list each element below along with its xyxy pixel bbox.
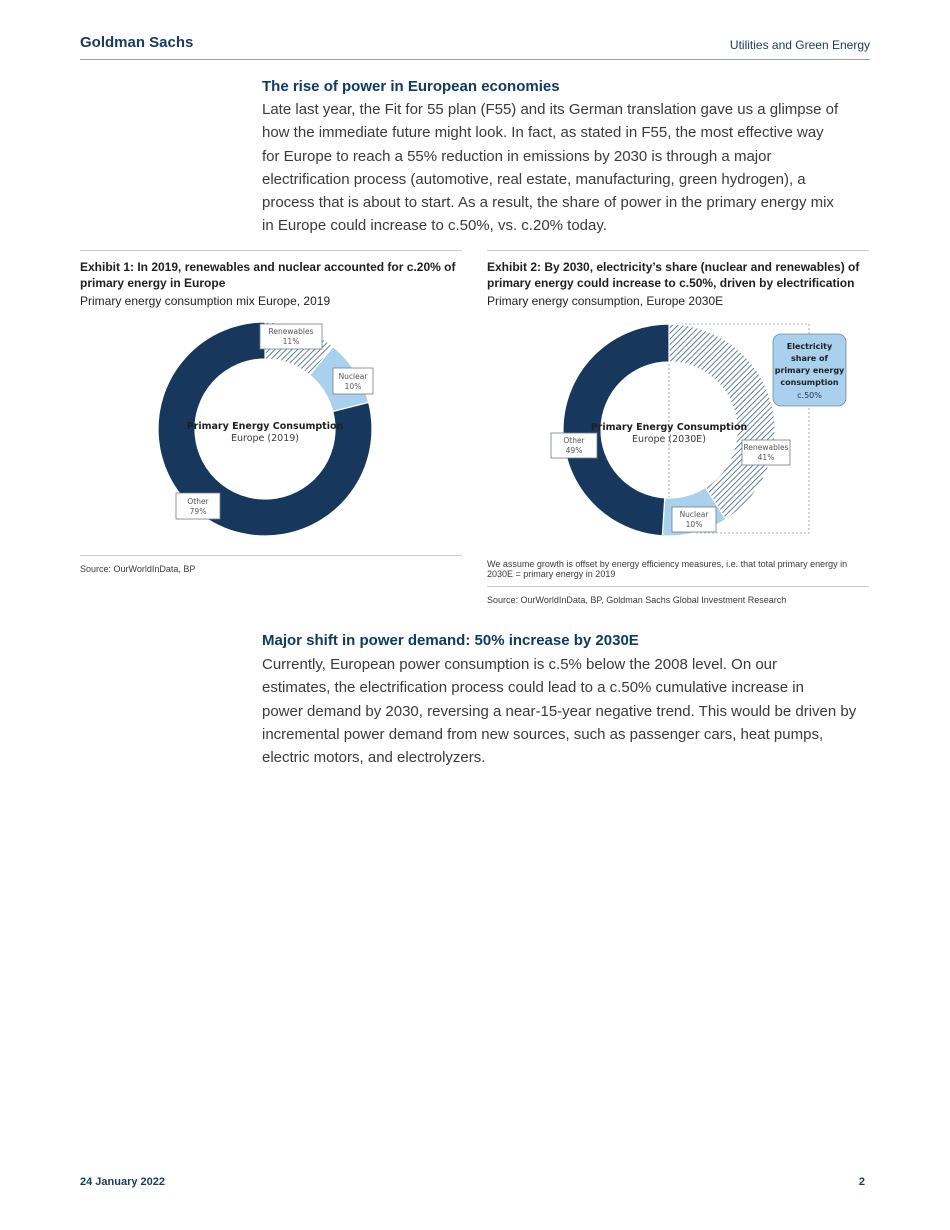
footer-date: 24 January 2022 — [80, 1176, 166, 1188]
exhibit1-title-line: primary energy in Europe — [80, 276, 226, 290]
donut2-label-nuclear — [672, 507, 716, 532]
donut1-label-nuclear-value: 10% — [344, 382, 362, 391]
electricity-share-callout — [773, 334, 846, 406]
header-divider — [80, 59, 870, 60]
exhibit2-title-line: Exhibit 2: By 2030, electricity’s share (nuclear and renewables) of — [487, 260, 860, 274]
donut2-label-nuclear-value: 10% — [685, 520, 703, 529]
donut1-label-other-name: Other — [187, 497, 209, 506]
exhibit1-title — [80, 259, 465, 291]
section1-line: for Europe to reach a 55% reduction in emissions by 2030 is through a major — [262, 147, 772, 165]
exhibit2-note — [487, 559, 872, 579]
donut1-center-subtitle: Europe (2019) — [230, 433, 300, 444]
section1-line: process that is about to start. As a result, the share of power in the primary energy mix — [262, 194, 834, 212]
exhibit2-note-line: 2030E = primary energy in 2019 — [487, 569, 616, 579]
section1-line: in Europe could increase to c.50%, vs. c.20% today. — [262, 217, 607, 235]
section1-line: electrification process (automotive, real estate, manufacturing, green hydrogen), a — [262, 170, 806, 188]
page-number: 2 — [858, 1176, 865, 1188]
exhibit1-top-rule — [80, 250, 462, 251]
donut1-center-title: Primary Energy Consumption — [186, 421, 344, 432]
donut2-label-renewables — [742, 440, 790, 465]
donut2-label-renewables-name: Renewables — [743, 443, 789, 452]
donut2-label-other-value: 49% — [565, 446, 583, 455]
exhibit2-title-line: primary energy could increase to c.50%, driven by electrification — [487, 276, 855, 290]
callout-line: primary energy — [774, 366, 845, 375]
donut1-label-other-value: 79% — [189, 507, 207, 516]
brand-name: Goldman Sachs — [80, 34, 194, 51]
callout-line: share of — [791, 354, 828, 363]
donut2-label-other-name: Other — [563, 436, 585, 445]
section1-line: Late last year, the Fit for 55 plan (F55) and its German translation gave us a glimpse of — [262, 101, 839, 118]
exhibit2-donut-chart — [487, 312, 872, 537]
exhibit1-subtitle: Primary energy consumption mix Europe, 2019 — [80, 294, 331, 308]
section1-body — [262, 98, 872, 238]
donut1-label-renewables-name: Renewables — [268, 327, 314, 336]
section2-line: estimates, the electrification process could lead to a c.50% cumulative increase in — [262, 679, 804, 697]
exhibit1-donut-chart — [80, 312, 465, 537]
donut1-center-label — [187, 421, 344, 444]
callout-line: Electricity — [786, 342, 833, 351]
exhibit1-source: Source: OurWorldInData, BP — [80, 564, 196, 574]
exhibit1-title-line: Exhibit 1: In 2019, renewables and nuclear accounted for c.20% of — [80, 260, 456, 274]
exhibit2-source: Source: OurWorldInData, BP, Goldman Sachs Global Investment Research — [487, 595, 787, 605]
donut1-label-nuclear-name: Nuclear — [338, 372, 368, 381]
donut1-label-nuclear — [333, 368, 373, 394]
exhibit2-note-line: We assume growth is offset by energy efficiency measures, i.e. that total primary energy in — [487, 559, 848, 569]
callout-line: consumption — [780, 378, 839, 387]
donut1-label-renewables-value: 11% — [282, 337, 300, 346]
section2-line: power demand by 2030, reversing a near-15-year negative trend. This would be driven by — [262, 702, 857, 720]
donut2-center-title: Primary Energy Consumption — [590, 422, 748, 433]
donut2-label-renewables-value: 41% — [757, 453, 775, 462]
donut1-label-renewables — [260, 324, 322, 349]
exhibit2-bottom-rule — [487, 586, 869, 587]
section2-body — [262, 653, 877, 769]
exhibit2-top-rule — [487, 250, 869, 251]
section1-title: The rise of power in European economies — [262, 78, 560, 95]
section2-title: Major shift in power demand: 50% increase by 2030E — [262, 632, 639, 649]
section1-line: how the immediate future might look. In fact, as stated in F55, the most effective way — [262, 124, 824, 142]
donut2-label-other — [551, 433, 597, 458]
donut2-label-nuclear-name: Nuclear — [679, 510, 709, 519]
section2-line: electric motors, and electrolyzers. — [262, 749, 486, 767]
donut2-center-label — [591, 422, 748, 445]
donut2-center-subtitle: Europe (2030E) — [631, 434, 707, 445]
exhibit2-subtitle: Primary energy consumption, Europe 2030E — [487, 294, 724, 308]
section-name: Utilities and Green Energy — [729, 38, 870, 52]
callout-value: c.50% — [797, 391, 822, 400]
section2-line: incremental power demand from new sources, such as passenger cars, heat pumps, — [262, 725, 824, 743]
section2-line: Currently, European power consumption is c.5% below the 2008 level. On our — [262, 656, 778, 673]
exhibit2-title — [487, 259, 872, 291]
exhibit1-bottom-rule — [80, 555, 462, 556]
donut1-label-other — [176, 493, 220, 519]
